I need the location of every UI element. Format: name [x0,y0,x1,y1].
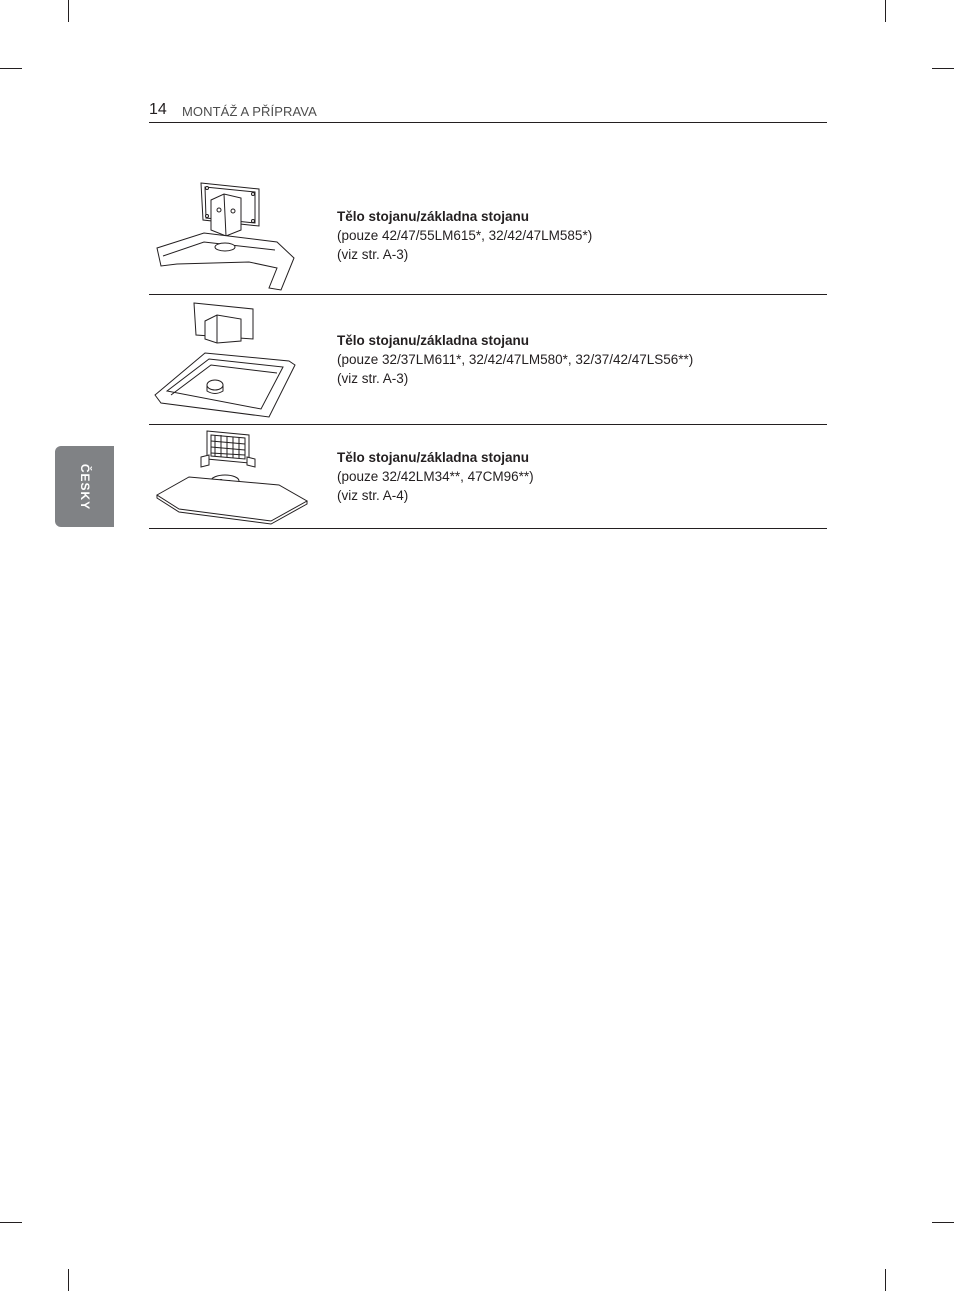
item-reference: (viz str. A-3) [337,247,409,262]
table-row [149,178,827,295]
crop-mark [0,1222,22,1223]
item-models: (pouze 32/37LM611*, 32/42/47LM580*, 32/37/42/47LS56**) [337,352,694,367]
crop-mark [932,68,954,69]
page-header [149,100,827,123]
crop-mark [885,1269,886,1291]
crop-mark [932,1222,954,1223]
item-description [337,207,592,264]
item-reference: (viz str. A-3) [337,371,409,386]
item-description [337,331,693,388]
language-tab-label: ČESKY [77,463,92,510]
item-title: Tělo stojanu/základna stojanu [337,209,530,224]
item-reference: (viz str. A-4) [337,488,409,503]
stand-illustration [149,425,329,528]
table-row [149,425,827,529]
stand-illustration [149,178,329,294]
item-description [337,448,534,505]
stand-illustration [149,295,329,424]
item-models: (pouze 42/47/55LM615*, 32/42/47LM585*) [337,228,593,243]
item-title: Tělo stojanu/základna stojanu [337,333,530,348]
item-models: (pouze 32/42LM34**, 47CM96**) [337,469,534,484]
crop-mark [885,0,886,22]
item-title: Tělo stojanu/základna stojanu [337,450,530,465]
page-number: 14 [149,101,167,118]
crop-mark [0,68,22,69]
table-row [149,295,827,425]
crop-mark [68,1269,69,1291]
parts-table [149,178,827,529]
section-title: MONTÁŽ A PŘÍPRAVA [182,104,317,119]
language-tab [55,446,114,527]
crop-mark [68,0,69,22]
